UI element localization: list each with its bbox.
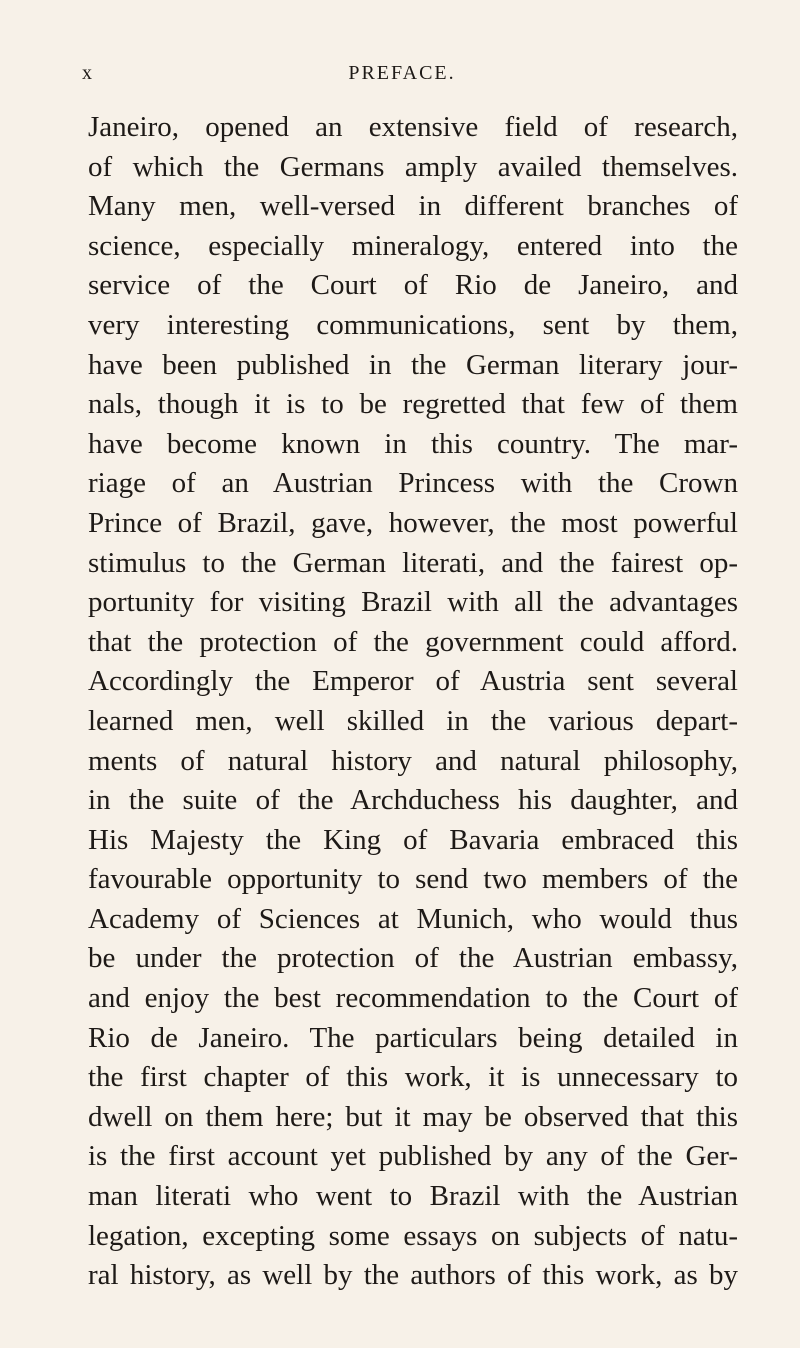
text-line: Rio de Janeiro. The particulars being detailed in xyxy=(88,1021,738,1054)
running-head xyxy=(82,62,722,92)
text-line: Many men, well-versed in different branches of xyxy=(88,190,738,223)
text-line: ral history, as well by the authors of this work, as by xyxy=(88,1259,738,1292)
text-line: very interesting communications, sent by them, xyxy=(88,308,738,341)
text-line: ments of natural history and natural philosophy, xyxy=(88,744,738,777)
text-line: be under the protection of the Austrian embassy, xyxy=(88,942,738,975)
text-line: portunity for visiting Brazil with all the advantages xyxy=(88,586,738,619)
text-line: and enjoy the best recommendation to the Court of xyxy=(88,982,738,1015)
text-line: stimulus to the German literati, and the fairest op- xyxy=(88,546,738,579)
page-number: x xyxy=(82,62,93,84)
text-line: His Majesty the King of Bavaria embraced this xyxy=(88,823,738,856)
text-line: riage of an Austrian Princess with the Crown xyxy=(88,467,738,500)
text-line: Academy of Sciences at Munich, who would thus xyxy=(88,902,738,935)
text-line: science, especially mineralogy, entered into the xyxy=(88,229,738,262)
text-line: have been published in the German literary jour- xyxy=(88,348,738,381)
text-line: have become known in this country. The mar- xyxy=(88,427,738,460)
text-line: that the protection of the government could afford. xyxy=(88,625,738,658)
text-line: Accordingly the Emperor of Austria sent several xyxy=(88,665,738,698)
text-line: learned men, well skilled in the various depart- xyxy=(88,704,738,737)
text-line: nals, though it is to be regretted that few of them xyxy=(88,388,738,421)
text-line: dwell on them here; but it may be observed that this xyxy=(88,1100,738,1133)
text-line: service of the Court of Rio de Janeiro, and xyxy=(88,269,738,302)
text-line: Janeiro, opened an extensive field of research, xyxy=(88,111,738,143)
text-line: is the first account yet published by any of the Ger- xyxy=(88,1140,738,1173)
body-text xyxy=(88,108,738,1296)
text-line: man literati who went to Brazil with the Austrian xyxy=(88,1180,738,1213)
text-line: in the suite of the Archduchess his daughter, and xyxy=(88,784,738,817)
text-line: Prince of Brazil, gave, however, the most powerful xyxy=(88,506,738,539)
text-line: of which the Germans amply availed themselves. xyxy=(88,150,738,183)
text-line: favourable opportunity to send two members of the xyxy=(88,863,738,896)
text-line: the first chapter of this work, it is unnecessary to xyxy=(88,1061,738,1094)
running-title: PREFACE. xyxy=(348,62,456,84)
text-line: legation, excepting some essays on subjects of natu- xyxy=(88,1219,738,1252)
